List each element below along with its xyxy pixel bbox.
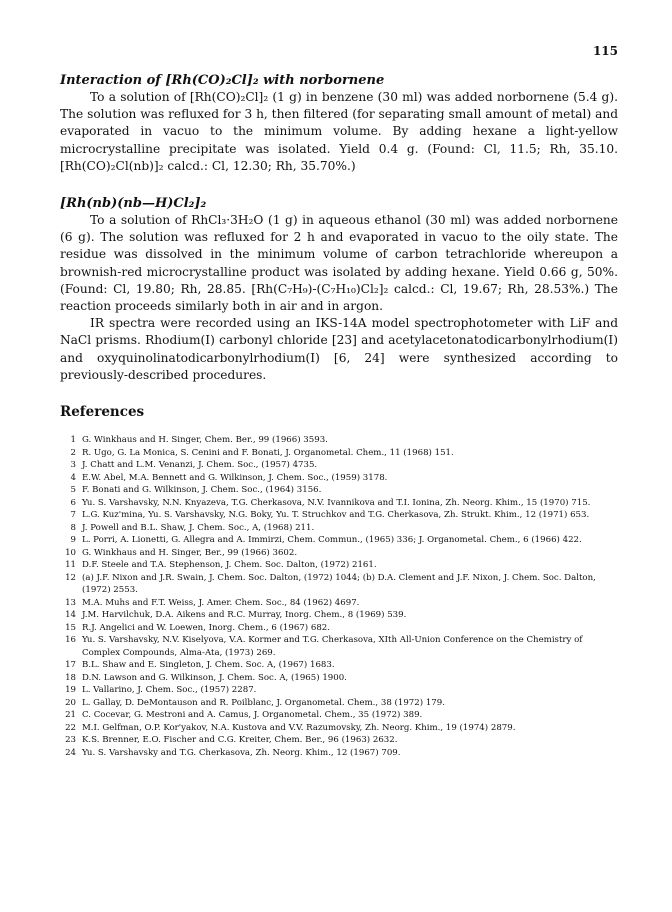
reference-number: 22 xyxy=(65,722,76,733)
reference-number: 8 xyxy=(70,522,76,533)
reference-number: 9 xyxy=(70,535,76,546)
reference-text: Yu. S. Varshavsky and T.G. Cherkasova, Zh. Neorg. Khim., 12 (1967) 709. xyxy=(82,747,401,758)
page-number: 115 xyxy=(592,44,618,58)
reference-number: 20 xyxy=(65,697,76,708)
reference-text: L. Gallay, D. DeMontauson and R. Poilblanc, J. Organometal. Chem., 38 (1972) 179. xyxy=(82,697,445,708)
reference-number: 24 xyxy=(65,747,76,758)
reference-number: 18 xyxy=(65,672,76,683)
reference-item xyxy=(60,572,618,597)
reference-number: 2 xyxy=(70,447,76,458)
reference-text: R. Ugo, G. La Monica, S. Cenini and F. Bonati, J. Organometal. Chem., 11 (1968) 151. xyxy=(82,447,454,458)
reference-item xyxy=(60,684,618,697)
reference-text: L.G. Kuz'mina, Yu. S. Varshavsky, N.G. Boky, Yu. T. Struchkov and T.G. Cherkasova, Zh. Strukt. Khim., 12 (1971) 653. xyxy=(82,510,590,521)
reference-text: K.S. Brenner, E.O. Fischer and C.G. Kreiter, Chem. Ber., 96 (1963) 2632. xyxy=(82,735,398,746)
reference-text: R.J. Angelici and W. Loewen, Inorg. Chem., 6 (1967) 682. xyxy=(82,622,331,633)
reference-number: 3 xyxy=(70,460,76,471)
reference-item xyxy=(60,609,618,622)
reference-number: 15 xyxy=(65,622,76,633)
reference-number: 10 xyxy=(65,547,76,558)
article-body xyxy=(60,72,618,759)
reference-number: 7 xyxy=(70,510,76,521)
reference-item xyxy=(60,447,618,460)
reference-text: J. Chatt and L.M. Venanzi, J. Chem. Soc., (1957) 4735. xyxy=(82,460,318,471)
reference-item xyxy=(60,672,618,685)
section-paragraph: To a solution of [Rh(CO)₂Cl]₂ (1 g) in benzene (30 ml) was added norbornene (5.4 g). The solution was refluxed for 3 h, then filtered (for separating small amount of metal) and evaporated in vacuo to the minimum volume. By adding hexane a light-yellow microcrystalline precipitate was isolated. Yield 0.4 g. (Found: Cl, 11.5; Rh, 35.10. [Rh(CO)₂Cl(nb)]₂ calcd.: Cl, 12.30; Rh, 35.70%.) xyxy=(60,90,618,173)
reference-text: B.L. Shaw and E. Singleton, J. Chem. Soc. A, (1967) 1683. xyxy=(82,660,335,671)
reference-item xyxy=(60,484,618,497)
reference-item xyxy=(60,559,618,572)
reference-item xyxy=(60,709,618,722)
section-paragraph: To a solution of RhCl₃·3H₂O (1 g) in aqueous ethanol (30 ml) was added norbornene (6 g). The solution was refluxed for 2 h and evaporated in vacuo to the oily state. The residue was dissolved in the minimum volume of carbon tetrachloride whereupon a brownish-red microcrystalline product was isolated by adding hexane. Yield 0.66 g, 50%. (Found: Cl, 19.80; Rh, 28.85. [Rh(C₇H₉)-(C₇H₁₀)Cl₂]₂ calcd.: Cl, 19.67; Rh, 28.53%.) The reaction proceeds similarly both in air and in argon. xyxy=(60,213,618,314)
reference-text: J.M. Harvilchuk, D.A. Aikens and R.C. Murray, Inorg. Chem., 8 (1969) 539. xyxy=(82,610,407,621)
reference-item xyxy=(60,659,618,672)
reference-item xyxy=(60,747,618,760)
reference-number: 5 xyxy=(70,485,76,496)
reference-item xyxy=(60,634,618,659)
reference-item xyxy=(60,622,618,635)
reference-text: F. Bonati and G. Wilkinson, J. Chem. Soc., (1964) 3156. xyxy=(82,485,322,496)
reference-number: 13 xyxy=(65,597,76,608)
reference-number: 4 xyxy=(70,472,76,483)
reference-text: L. Porri, A. Lionetti, G. Allegra and A. Immirzi, Chem. Commun., (1965) 336; J. Organometal. Chem., 6 (1966) 422. xyxy=(82,535,582,546)
reference-text: Yu. S. Varshavsky, N.N. Knyazeva, T.G. Cherkasova, N.V. Ivannikova and T.I. Ionina, Zh. Neorg. Khim., 15 (1970) 715. xyxy=(82,497,591,508)
references-title: References xyxy=(60,404,145,421)
reference-text: M.A. Muhs and F.T. Weiss, J. Amer. Chem. Soc., 84 (1962) 4697. xyxy=(82,597,360,608)
reference-text: J. Powell and B.L. Shaw, J. Chem. Soc., A, (1968) 211. xyxy=(82,522,315,533)
reference-number: 21 xyxy=(65,710,76,721)
reference-item xyxy=(60,534,618,547)
reference-text: E.W. Abel, M.A. Bennett and G. Wilkinson, J. Chem. Soc., (1959) 3178. xyxy=(82,472,388,483)
reference-number: 1 xyxy=(70,435,76,446)
reference-number: 17 xyxy=(65,660,76,671)
reference-text: D.F. Steele and T.A. Stephenson, J. Chem. Soc. Dalton, (1972) 2161. xyxy=(82,560,377,571)
section-heading-rh-co-cl-norbornene: Interaction of [Rh(CO)₂Cl]₂ with norbornene xyxy=(60,73,385,88)
reference-text: G. Winkhaus and H. Singer, Chem. Ber., 99 (1966) 3593. xyxy=(82,435,328,446)
reference-item xyxy=(60,734,618,747)
reference-item xyxy=(60,597,618,610)
reference-text: L. Vallarino, J. Chem. Soc., (1957) 2287. xyxy=(82,685,257,696)
reference-text: (a) J.F. Nixon and J.R. Swain, J. Chem. Soc. Dalton, (1972) 1044; (b) D.A. Clement and J.F. Nixon, J. Chem. Soc. Dalton, (1972) 2553. xyxy=(82,572,596,596)
reference-number: 23 xyxy=(65,735,76,746)
section-paragraph: IR spectra were recorded using an IKS-14A model spectrophotometer with LiF and NaCl prisms. Rhodium(I) carbonyl chloride [23] and acetylacetonatodicarbonylrhodium(I) and oxyquinolinatodicarbonylrhodium(I) [6, 24] were synthesized according to previously-described procedures. xyxy=(60,316,618,382)
section-heading-rh-nb-complex: [Rh(nb)(nb—H)Cl₂]₂ xyxy=(60,196,207,212)
reference-text: Yu. S. Varshavsky, N.V. Kiselyova, V.A. Kormer and T.G. Cherkasova, XIth All-Union Conference on the Chemistry of Complex Compounds, Alma-Ata, (1973) 269. xyxy=(82,635,583,658)
reference-text: M.I. Gelfman, O.P. Kor'yakov, N.A. Kustova and V.V. Razumovsky, Zh. Neorg. Khim., 19 (1974) 2879. xyxy=(82,722,516,733)
references-list xyxy=(60,434,618,759)
reference-number: 12 xyxy=(65,572,76,583)
reference-text: G. Winkhaus and H. Singer, Ber., 99 (1966) 3602. xyxy=(82,547,298,558)
reference-item xyxy=(60,509,618,522)
reference-text: C. Cocevar, G. Mestroni and A. Camus, J. Organometal. Chem., 35 (1972) 389. xyxy=(82,710,423,721)
reference-number: 19 xyxy=(65,685,76,696)
reference-item xyxy=(60,547,618,560)
reference-item xyxy=(60,472,618,485)
reference-item xyxy=(60,459,618,472)
reference-text: D.N. Lawson and G. Wilkinson, J. Chem. Soc. A, (1965) 1900. xyxy=(82,672,347,683)
reference-item xyxy=(60,434,618,447)
reference-number: 11 xyxy=(65,560,76,571)
reference-number: 6 xyxy=(70,497,76,508)
reference-item xyxy=(60,722,618,735)
reference-item xyxy=(60,697,618,710)
reference-item xyxy=(60,497,618,510)
reference-number: 16 xyxy=(65,635,76,646)
reference-item xyxy=(60,522,618,535)
reference-number: 14 xyxy=(65,610,76,621)
